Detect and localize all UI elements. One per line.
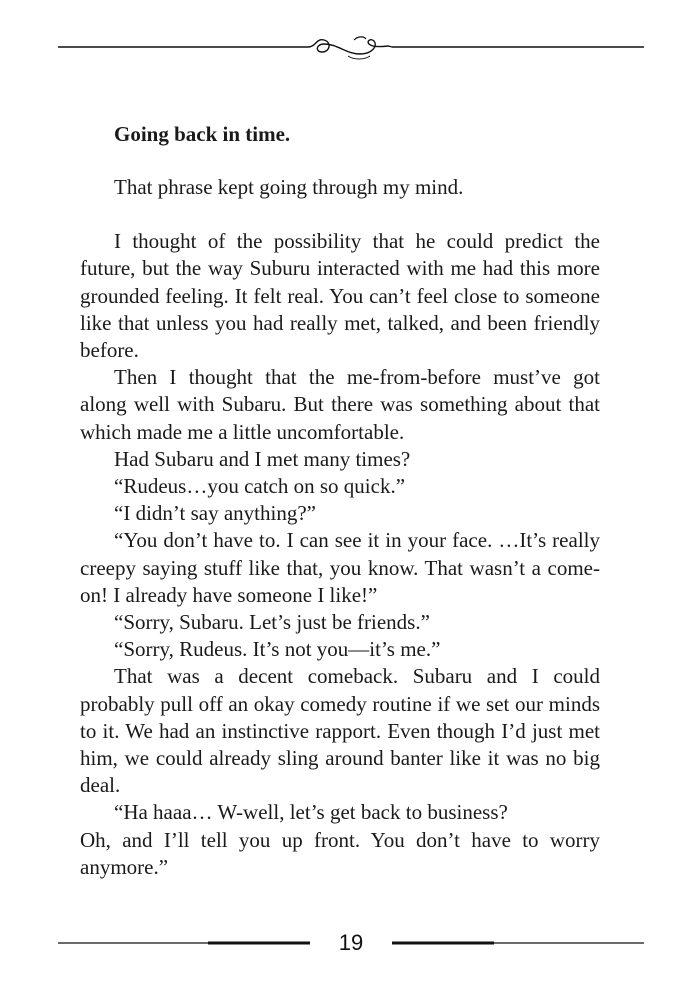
paragraph: Then I thought that the me-from-before must’ve got along well with Subaru. But there was something about that which made me a little uncomfortable. — [80, 365, 600, 444]
page-number: 19 — [338, 930, 364, 955]
paragraph: “Sorry, Rudeus. It’s not you—it’s me.” — [114, 637, 441, 662]
paragraph: I thought of the possibility that he could predict the future, but the way Suburu interacted with me had this more grounded feeling. It felt real. You can’t feel close to someone like that unless you had really met, talked, and been friendly before. — [80, 229, 600, 363]
header-flourish-ornament — [58, 30, 644, 66]
paragraph: That phrase kept going through my mind. — [114, 175, 464, 199]
page-body — [80, 121, 600, 881]
paragraph: “Rudeus…you catch on so quick.” — [114, 474, 406, 499]
paragraph: “You don’t have to. I can see it in your face. …It’s really creepy saying stuff like that, you know. That wasn’t a come-on! I already have someone I like!” — [80, 528, 600, 607]
section-heading: Going back in time. — [114, 122, 291, 146]
paragraph: Had Subaru and I met many times? — [114, 446, 411, 471]
paragraph: Oh, and I’ll tell you up front. You don’t have to worry anymore.” — [80, 827, 600, 879]
paragraph: “Sorry, Subaru. Let’s just be friends.” — [114, 610, 430, 635]
paragraph: “I didn’t say anything?” — [114, 501, 316, 526]
paragraph: “Ha haaa… W-well, let’s get back to business? — [114, 800, 508, 825]
page-footer — [58, 926, 644, 960]
paragraph: That was a decent comeback. Subaru and I could probably pull off an okay comedy routine if we set our minds to it. We had an instinctive rapport. Even though I’d just met him, we could already sling around banter like it was no big deal. — [80, 664, 600, 798]
